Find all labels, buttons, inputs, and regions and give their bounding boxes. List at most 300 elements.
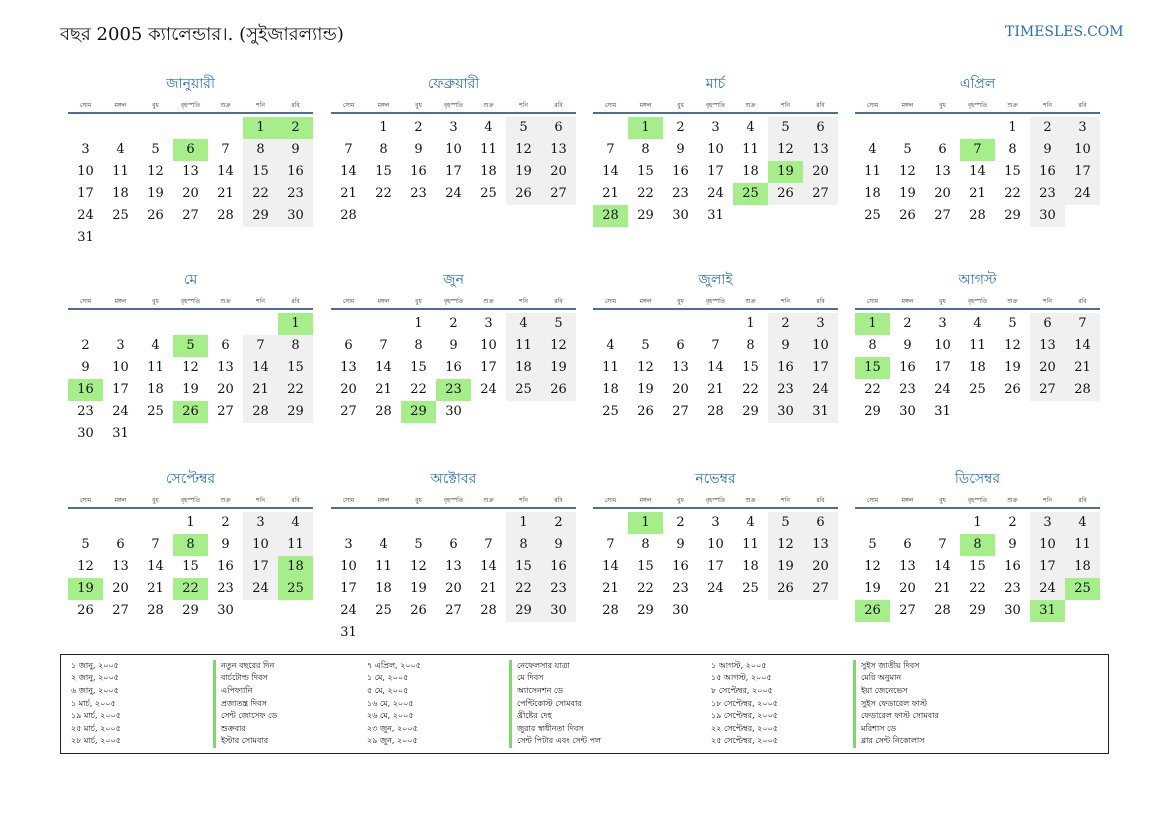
legend-row bbox=[367, 660, 657, 673]
weekday-header bbox=[68, 98, 313, 112]
day-cell: 28 bbox=[243, 401, 278, 423]
day-cell: 10 bbox=[707, 537, 724, 552]
day-cell: 8 bbox=[243, 139, 278, 161]
day-cell: 25 bbox=[602, 404, 619, 419]
day-cell: 22 bbox=[742, 382, 759, 397]
holiday-day-cell: 1 bbox=[855, 313, 890, 335]
day-cell: 29 bbox=[742, 404, 759, 419]
header-rule bbox=[331, 507, 576, 509]
day-cell: 4 bbox=[506, 313, 541, 335]
weekday-label: বুধ bbox=[939, 297, 946, 305]
empty-day-cell bbox=[436, 512, 471, 534]
day-cell: 17 bbox=[803, 357, 838, 379]
day-cell: 6 bbox=[938, 142, 947, 157]
day-cell: 24 bbox=[803, 379, 838, 401]
day-cell: 18 bbox=[506, 357, 541, 379]
day-cell: 22 bbox=[410, 382, 427, 397]
header-rule bbox=[68, 308, 313, 310]
day-cell: 14 bbox=[602, 164, 619, 179]
weekday-label: শনি bbox=[256, 297, 265, 305]
day-cell: 3 bbox=[344, 537, 353, 552]
empty-day-cell bbox=[401, 512, 436, 534]
day-cell: 13 bbox=[445, 559, 462, 574]
empty-day-cell bbox=[960, 117, 995, 139]
weekday-label: সোম bbox=[604, 496, 617, 504]
day-cell: 14 bbox=[969, 164, 986, 179]
weekday-label: মঙ্গল bbox=[377, 297, 390, 305]
day-cell: 21 bbox=[934, 581, 951, 596]
day-cell: 9 bbox=[1030, 139, 1065, 161]
day-cell: 20 bbox=[803, 161, 838, 183]
header-rule bbox=[855, 507, 1100, 509]
day-cell: 10 bbox=[77, 164, 94, 179]
day-cell: 31 bbox=[112, 426, 129, 441]
empty-day-cell bbox=[243, 313, 278, 335]
day-cell: 7 bbox=[938, 537, 947, 552]
day-cell: 10 bbox=[1065, 139, 1100, 161]
legend-row bbox=[711, 673, 1001, 686]
day-cell: 13 bbox=[541, 139, 576, 161]
holiday-name: ব্লার সেন্ট নিকোলাস bbox=[853, 735, 1001, 748]
weekday-header bbox=[68, 493, 313, 507]
day-cell: 15 bbox=[1004, 164, 1021, 179]
day-cell: 19 bbox=[899, 186, 916, 201]
day-grid bbox=[593, 117, 838, 227]
holiday-name: মরিশাস ডে bbox=[853, 723, 1001, 736]
day-cell: 16 bbox=[1004, 559, 1021, 574]
weekday-label: সোম bbox=[342, 496, 355, 504]
day-cell: 4 bbox=[973, 316, 982, 331]
day-cell: 23 bbox=[278, 183, 313, 205]
day-cell: 23 bbox=[672, 581, 689, 596]
legend-row bbox=[711, 685, 1001, 698]
day-cell: 1 bbox=[973, 515, 982, 530]
day-cell: 6 bbox=[449, 537, 458, 552]
empty-day-cell bbox=[103, 117, 138, 139]
day-cell: 17 bbox=[77, 186, 94, 201]
holiday-date: ২৫ সেপ্টেম্বর, ২০০৫ bbox=[711, 736, 778, 746]
day-cell: 12 bbox=[506, 139, 541, 161]
holiday-day-cell: 1 bbox=[278, 313, 313, 335]
day-cell: 19 bbox=[1004, 360, 1021, 375]
day-cell: 22 bbox=[278, 379, 313, 401]
day-cell: 3 bbox=[81, 142, 90, 157]
empty-day-cell bbox=[208, 313, 243, 335]
weekday-label: শনি bbox=[781, 101, 790, 109]
day-cell: 14 bbox=[602, 559, 619, 574]
day-grid bbox=[331, 512, 576, 644]
day-cell: 5 bbox=[868, 537, 877, 552]
holiday-date: ১৫ আগস্ট, ২০০৫ bbox=[711, 673, 772, 683]
day-cell: 19 bbox=[541, 357, 576, 379]
holiday-date: ২২ সেপ্টেম্বর, ২০০৫ bbox=[711, 723, 778, 733]
day-cell: 18 bbox=[1065, 556, 1100, 578]
day-cell: 13 bbox=[672, 360, 689, 375]
day-cell: 21 bbox=[375, 382, 392, 397]
month-calendar bbox=[593, 266, 838, 423]
weekday-label: বুধ bbox=[939, 101, 946, 109]
day-cell: 19 bbox=[506, 161, 541, 183]
day-cell: 24 bbox=[934, 382, 951, 397]
weekday-label: বৃহস্পতি bbox=[967, 101, 988, 109]
holiday-day-cell: 6 bbox=[173, 139, 208, 161]
weekday-label: বৃহস্পতি bbox=[705, 101, 726, 109]
day-cell: 24 bbox=[1030, 578, 1065, 600]
day-cell: 13 bbox=[1030, 335, 1065, 357]
day-cell: 20 bbox=[1030, 357, 1065, 379]
site-link[interactable]: TIMESLES.COM bbox=[1005, 24, 1124, 40]
month-name: মে bbox=[183, 272, 198, 288]
weekday-label: বৃহস্পতি bbox=[967, 496, 988, 504]
holiday-date: ৬ জানু, ২০০৫ bbox=[71, 685, 119, 695]
holiday-day-cell: 25 bbox=[278, 578, 313, 600]
weekday-label: বৃহস্পতি bbox=[180, 297, 201, 305]
empty-day-cell bbox=[68, 512, 103, 534]
day-cell: 8 bbox=[278, 335, 313, 357]
legend-row bbox=[711, 710, 1001, 723]
holiday-name: নেফেলসার যাত্রা bbox=[509, 660, 657, 673]
weekday-label: রবি bbox=[291, 101, 300, 109]
day-cell: 13 bbox=[340, 360, 357, 375]
day-cell: 26 bbox=[147, 208, 164, 223]
legend-row bbox=[71, 685, 361, 698]
day-cell: 27 bbox=[899, 603, 916, 618]
day-cell: 1 bbox=[1008, 120, 1017, 135]
day-cell: 17 bbox=[707, 559, 724, 574]
day-cell: 20 bbox=[112, 581, 129, 596]
day-cell: 4 bbox=[278, 512, 313, 534]
day-cell: 16 bbox=[217, 559, 234, 574]
day-cell: 5 bbox=[1008, 316, 1017, 331]
day-cell: 7 bbox=[344, 142, 353, 157]
day-cell: 28 bbox=[340, 208, 357, 223]
day-cell: 20 bbox=[803, 556, 838, 578]
header-rule bbox=[593, 112, 838, 114]
day-cell: 7 bbox=[151, 537, 160, 552]
day-cell: 23 bbox=[217, 581, 234, 596]
day-cell: 2 bbox=[768, 313, 803, 335]
day-cell: 1 bbox=[506, 512, 541, 534]
weekday-label: শুক্র bbox=[483, 101, 494, 109]
day-cell: 12 bbox=[768, 534, 803, 556]
day-cell: 6 bbox=[803, 117, 838, 139]
weekday-label: শুক্র bbox=[483, 297, 494, 305]
day-cell: 2 bbox=[1008, 515, 1017, 530]
header-rule bbox=[855, 308, 1100, 310]
day-cell: 7 bbox=[606, 142, 615, 157]
weekday-label: বুধ bbox=[152, 101, 159, 109]
weekday-label: সোম bbox=[604, 297, 617, 305]
day-cell: 21 bbox=[147, 581, 164, 596]
weekday-label: মঙ্গল bbox=[639, 496, 652, 504]
day-cell: 11 bbox=[864, 164, 881, 179]
day-cell: 6 bbox=[344, 338, 353, 353]
day-cell: 13 bbox=[217, 360, 234, 375]
weekday-label: সোম bbox=[866, 101, 879, 109]
holiday-day-cell: 8 bbox=[173, 534, 208, 556]
weekday-label: বৃহস্পতি bbox=[443, 496, 464, 504]
day-cell: 23 bbox=[541, 578, 576, 600]
day-cell: 19 bbox=[637, 382, 654, 397]
day-cell: 17 bbox=[1065, 161, 1100, 183]
holiday-day-cell: 22 bbox=[173, 578, 208, 600]
weekday-label: শনি bbox=[781, 297, 790, 305]
weekday-label: বুধ bbox=[415, 496, 422, 504]
day-cell: 24 bbox=[340, 603, 357, 618]
month-name: ডিসেম্বর bbox=[954, 471, 1001, 487]
day-cell: 30 bbox=[1030, 205, 1065, 227]
weekday-header bbox=[593, 294, 838, 308]
day-cell: 18 bbox=[375, 581, 392, 596]
empty-day-cell bbox=[208, 117, 243, 139]
day-cell: 5 bbox=[768, 512, 803, 534]
holiday-date: ১ মে, ২০০৫ bbox=[367, 673, 409, 683]
day-cell: 30 bbox=[672, 208, 689, 223]
day-cell: 18 bbox=[147, 382, 164, 397]
day-cell: 10 bbox=[480, 338, 497, 353]
empty-day-cell bbox=[331, 313, 366, 335]
day-cell: 7 bbox=[1065, 313, 1100, 335]
day-cell: 12 bbox=[410, 559, 427, 574]
day-cell: 10 bbox=[803, 335, 838, 357]
weekday-label: মঙ্গল bbox=[901, 101, 914, 109]
day-cell: 26 bbox=[637, 404, 654, 419]
month-name: জুলাই bbox=[698, 272, 733, 288]
day-cell: 16 bbox=[672, 559, 689, 574]
weekday-header bbox=[593, 98, 838, 112]
day-cell: 5 bbox=[81, 537, 90, 552]
day-cell: 4 bbox=[379, 537, 388, 552]
day-cell: 28 bbox=[602, 603, 619, 618]
day-cell: 28 bbox=[375, 404, 392, 419]
day-cell: 14 bbox=[1065, 335, 1100, 357]
day-cell: 19 bbox=[182, 382, 199, 397]
day-cell: 12 bbox=[147, 164, 164, 179]
holiday-name: সুইস জাতীয় দিবস bbox=[853, 660, 1001, 673]
day-cell: 22 bbox=[506, 578, 541, 600]
day-cell: 26 bbox=[541, 379, 576, 401]
weekday-label: সোম bbox=[604, 101, 617, 109]
day-cell: 9 bbox=[676, 537, 685, 552]
day-cell: 4 bbox=[1065, 512, 1100, 534]
day-cell: 12 bbox=[899, 164, 916, 179]
legend-row bbox=[367, 710, 657, 723]
empty-day-cell bbox=[138, 313, 173, 335]
day-cell: 16 bbox=[410, 164, 427, 179]
weekday-label: বুধ bbox=[677, 496, 684, 504]
empty-day-cell bbox=[593, 117, 628, 139]
day-cell: 7 bbox=[221, 142, 230, 157]
day-cell: 11 bbox=[742, 537, 759, 552]
day-cell: 22 bbox=[969, 581, 986, 596]
day-cell: 15 bbox=[375, 164, 392, 179]
month-calendar bbox=[331, 465, 576, 644]
legend-row bbox=[367, 736, 657, 749]
day-cell: 2 bbox=[1030, 117, 1065, 139]
day-cell: 6 bbox=[1030, 313, 1065, 335]
page-title: বছর 2005 ক্যালেন্ডার।. (সুইজারল্যান্ড) bbox=[60, 24, 344, 45]
day-cell: 16 bbox=[445, 360, 462, 375]
empty-day-cell bbox=[173, 313, 208, 335]
day-cell: 20 bbox=[899, 581, 916, 596]
day-cell: 5 bbox=[414, 537, 423, 552]
weekday-label: শুক্র bbox=[483, 496, 494, 504]
holiday-date: ২৬ মে, ২০০৫ bbox=[367, 711, 414, 721]
day-cell: 6 bbox=[541, 117, 576, 139]
holiday-legend bbox=[60, 654, 1109, 754]
day-cell: 3 bbox=[803, 313, 838, 335]
day-cell: 26 bbox=[899, 208, 916, 223]
day-cell: 28 bbox=[969, 208, 986, 223]
empty-day-cell bbox=[890, 512, 925, 534]
day-cell: 1 bbox=[379, 120, 388, 135]
holiday-date: ১ আগস্ট, ২০০৫ bbox=[711, 660, 767, 670]
day-cell: 23 bbox=[1004, 581, 1021, 596]
day-cell: 17 bbox=[934, 360, 951, 375]
day-cell: 21 bbox=[340, 186, 357, 201]
day-cell: 5 bbox=[541, 313, 576, 335]
day-cell: 8 bbox=[641, 142, 650, 157]
day-cell: 21 bbox=[217, 186, 234, 201]
day-cell: 14 bbox=[934, 559, 951, 574]
empty-day-cell bbox=[173, 117, 208, 139]
weekday-label: শনি bbox=[781, 496, 790, 504]
weekday-label: রবি bbox=[291, 496, 300, 504]
day-cell: 3 bbox=[711, 120, 720, 135]
day-grid bbox=[855, 313, 1100, 423]
weekday-label: রবি bbox=[291, 297, 300, 305]
day-cell: 24 bbox=[1065, 183, 1100, 205]
day-cell: 27 bbox=[934, 208, 951, 223]
day-cell: 11 bbox=[1065, 534, 1100, 556]
day-cell: 13 bbox=[112, 559, 129, 574]
day-cell: 7 bbox=[711, 338, 720, 353]
day-cell: 30 bbox=[1004, 603, 1021, 618]
weekday-label: শুক্র bbox=[220, 101, 231, 109]
month-name: মার্চ bbox=[705, 76, 726, 92]
day-cell: 27 bbox=[445, 603, 462, 618]
holiday-name: ফেডারেল ফাস্ট সোমবার bbox=[853, 710, 1001, 723]
day-cell: 31 bbox=[707, 208, 724, 223]
day-cell: 1 bbox=[186, 515, 195, 530]
weekday-label: মঙ্গল bbox=[901, 496, 914, 504]
empty-day-cell bbox=[103, 313, 138, 335]
day-cell: 9 bbox=[221, 537, 230, 552]
day-cell: 15 bbox=[637, 559, 654, 574]
header-rule bbox=[593, 507, 838, 509]
day-grid bbox=[593, 512, 838, 622]
weekday-label: শনি bbox=[1043, 496, 1052, 504]
day-cell: 25 bbox=[864, 208, 881, 223]
day-cell: 16 bbox=[768, 357, 803, 379]
day-cell: 11 bbox=[480, 142, 497, 157]
weekday-label: সোম bbox=[79, 101, 92, 109]
month-name: জুন bbox=[443, 272, 464, 288]
day-cell: 23 bbox=[672, 186, 689, 201]
weekday-header bbox=[331, 294, 576, 308]
day-cell: 4 bbox=[151, 338, 160, 353]
day-cell: 24 bbox=[243, 578, 278, 600]
day-cell: 17 bbox=[243, 556, 278, 578]
weekday-label: রবি bbox=[1078, 297, 1087, 305]
weekday-label: বৃহস্পতি bbox=[967, 297, 988, 305]
day-cell: 19 bbox=[147, 186, 164, 201]
day-cell: 9 bbox=[768, 335, 803, 357]
day-cell: 30 bbox=[672, 603, 689, 618]
month-name: ফেব্রুয়ারী bbox=[427, 76, 480, 92]
day-cell: 1 bbox=[746, 316, 755, 331]
day-cell: 11 bbox=[742, 142, 759, 157]
day-cell: 29 bbox=[969, 603, 986, 618]
day-cell: 11 bbox=[375, 559, 392, 574]
day-cell: 3 bbox=[1065, 117, 1100, 139]
day-cell: 27 bbox=[217, 404, 234, 419]
day-cell: 19 bbox=[410, 581, 427, 596]
day-cell: 22 bbox=[637, 186, 654, 201]
weekday-label: শুক্র bbox=[1007, 297, 1018, 305]
weekday-label: বুধ bbox=[415, 297, 422, 305]
holiday-name: ইস্টার সোমবার bbox=[213, 735, 361, 748]
day-cell: 14 bbox=[707, 360, 724, 375]
weekday-label: শুক্র bbox=[745, 496, 756, 504]
day-cell: 6 bbox=[676, 338, 685, 353]
day-cell: 13 bbox=[899, 559, 916, 574]
day-cell: 21 bbox=[480, 581, 497, 596]
day-cell: 3 bbox=[938, 316, 947, 331]
empty-day-cell bbox=[366, 313, 401, 335]
day-cell: 8 bbox=[746, 338, 755, 353]
holiday-date: ১৯ সেপ্টেম্বর, ২০০৫ bbox=[711, 711, 778, 721]
day-cell: 17 bbox=[340, 581, 357, 596]
empty-day-cell bbox=[698, 313, 733, 335]
day-cell: 8 bbox=[506, 534, 541, 556]
weekday-label: রবি bbox=[816, 496, 825, 504]
weekday-header bbox=[331, 493, 576, 507]
holiday-name: প্রজাতন্ত্র দিবস bbox=[213, 698, 361, 711]
day-cell: 11 bbox=[278, 534, 313, 556]
holiday-day-cell: 18 bbox=[278, 556, 313, 578]
day-cell: 9 bbox=[541, 534, 576, 556]
empty-day-cell bbox=[925, 512, 960, 534]
day-cell: 28 bbox=[934, 603, 951, 618]
day-cell: 27 bbox=[340, 404, 357, 419]
empty-day-cell bbox=[366, 512, 401, 534]
holiday-name: সুইস ফেডারেল ফাস্ট bbox=[853, 698, 1001, 711]
month-calendar bbox=[855, 266, 1100, 423]
day-cell: 29 bbox=[637, 603, 654, 618]
holiday-date: ১৯ মার্চ, ২০০৫ bbox=[71, 711, 121, 721]
weekday-label: রবি bbox=[816, 101, 825, 109]
day-cell: 27 bbox=[1030, 379, 1065, 401]
day-cell: 15 bbox=[243, 161, 278, 183]
day-cell: 30 bbox=[77, 426, 94, 441]
day-cell: 31 bbox=[934, 404, 951, 419]
day-cell: 10 bbox=[707, 142, 724, 157]
holiday-name: মেরি অনুমান bbox=[853, 672, 1001, 685]
day-cell: 14 bbox=[340, 164, 357, 179]
weekday-label: মঙ্গল bbox=[639, 297, 652, 305]
holiday-name: পেন্টিকোস্ট সোমবার bbox=[509, 698, 657, 711]
day-cell: 16 bbox=[672, 164, 689, 179]
weekday-label: শুক্র bbox=[220, 496, 231, 504]
day-cell: 23 bbox=[768, 379, 803, 401]
holiday-day-cell: 1 bbox=[628, 512, 663, 534]
day-cell: 9 bbox=[676, 142, 685, 157]
empty-day-cell bbox=[663, 313, 698, 335]
day-cell: 11 bbox=[112, 164, 129, 179]
day-cell: 2 bbox=[541, 512, 576, 534]
day-grid bbox=[331, 117, 576, 227]
